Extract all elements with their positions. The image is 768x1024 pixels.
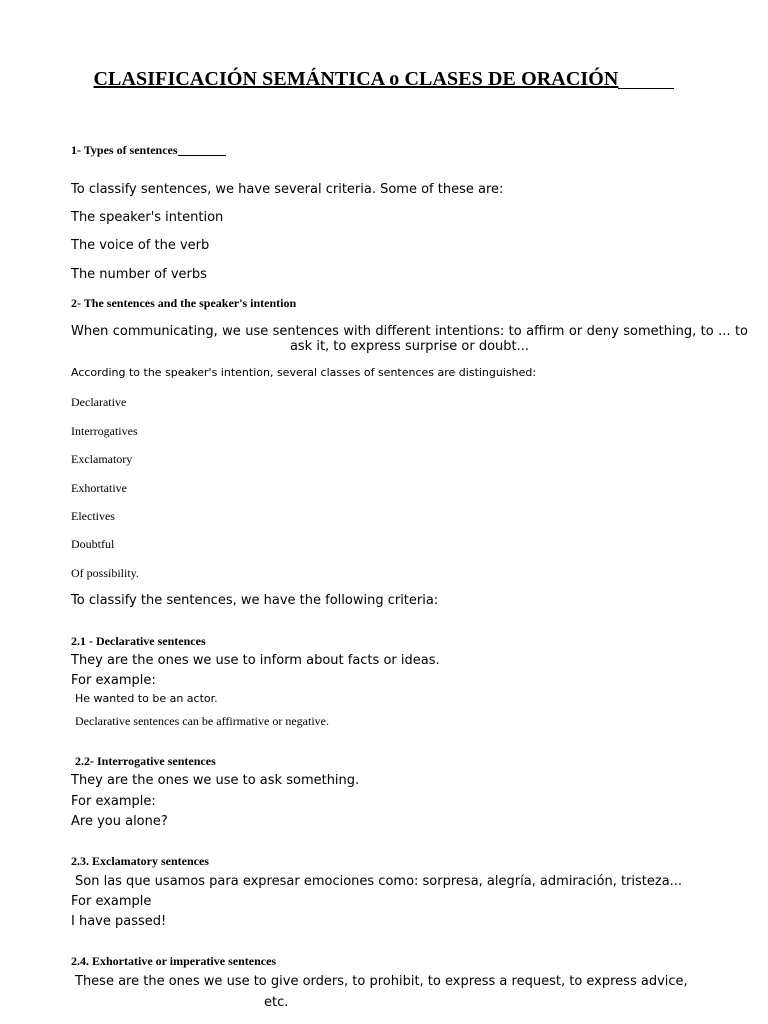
criteria-intro: To classify the sentences, we have the following criteria: — [71, 593, 439, 608]
example-text: Are you alone? — [71, 814, 168, 829]
heading-underline — [178, 143, 226, 156]
criterion-item: The voice of the verb — [71, 238, 210, 253]
classes-intro: According to the speaker's intention, several classes of sentences are distinguished: — [71, 366, 537, 379]
criterion-item: The number of verbs — [71, 267, 207, 282]
example-label: For example: — [71, 673, 156, 688]
section-2-heading: 2- The sentences and the speaker's intention — [71, 296, 297, 310]
class-item: Doubtful — [71, 537, 115, 551]
section-1-intro: To classify sentences, we have several criteria. Some of these are: — [71, 182, 504, 197]
criterion-item: The speaker's intention — [71, 210, 224, 225]
section-2-3-text: Son las que usamos para expresar emociones como: sorpresa, alegría, admiración, tristeza... — [75, 874, 683, 889]
section-2-4-text-cont: etc. — [264, 995, 289, 1010]
section-2-1-text: They are the ones we use to inform about facts or ideas. — [71, 653, 440, 668]
example-label: For example — [71, 894, 152, 909]
section-2-1-heading: 2.1 - Declarative sentences — [71, 634, 206, 648]
section-2-paragraph: When communicating, we use sentences with different intentions: to affirm or deny something, to ... to ask it, to express surprise or doubt... — [71, 324, 748, 354]
section-2-3-heading: 2.3. Exclamatory sentences — [71, 854, 209, 868]
example-text: I have passed! — [71, 914, 167, 929]
title-underline-pad — [618, 68, 674, 89]
section-2-2-heading: 2.2- Interrogative sentences — [75, 754, 216, 768]
class-item: Declarative — [71, 395, 127, 409]
page-title-text: CLASIFICACIÓN SEMÁNTICA o CLASES DE ORACIÓN — [93, 68, 619, 90]
page-title — [0, 68, 768, 91]
section-2-4-text: These are the ones we use to give orders, to prohibit, to express a request, to express advice, — [75, 974, 688, 989]
class-item: Electives — [71, 509, 115, 523]
class-item: Interrogatives — [71, 424, 138, 438]
class-item: Exclamatory — [71, 452, 133, 466]
section-2-4-heading: 2.4. Exhortative or imperative sentences — [71, 954, 277, 968]
class-item: Exhortative — [71, 481, 127, 495]
class-item: Of possibility. — [71, 566, 139, 580]
section-2-2-text: They are the ones we use to ask something. — [71, 773, 360, 788]
section-1-heading-text: 1- Types of sentences — [71, 143, 178, 157]
example-label: For example: — [71, 794, 156, 809]
section-1-heading — [71, 143, 226, 158]
example-text: He wanted to be an actor. — [75, 692, 218, 705]
section-2-1-note: Declarative sentences can be affirmative or negative. — [75, 714, 329, 728]
